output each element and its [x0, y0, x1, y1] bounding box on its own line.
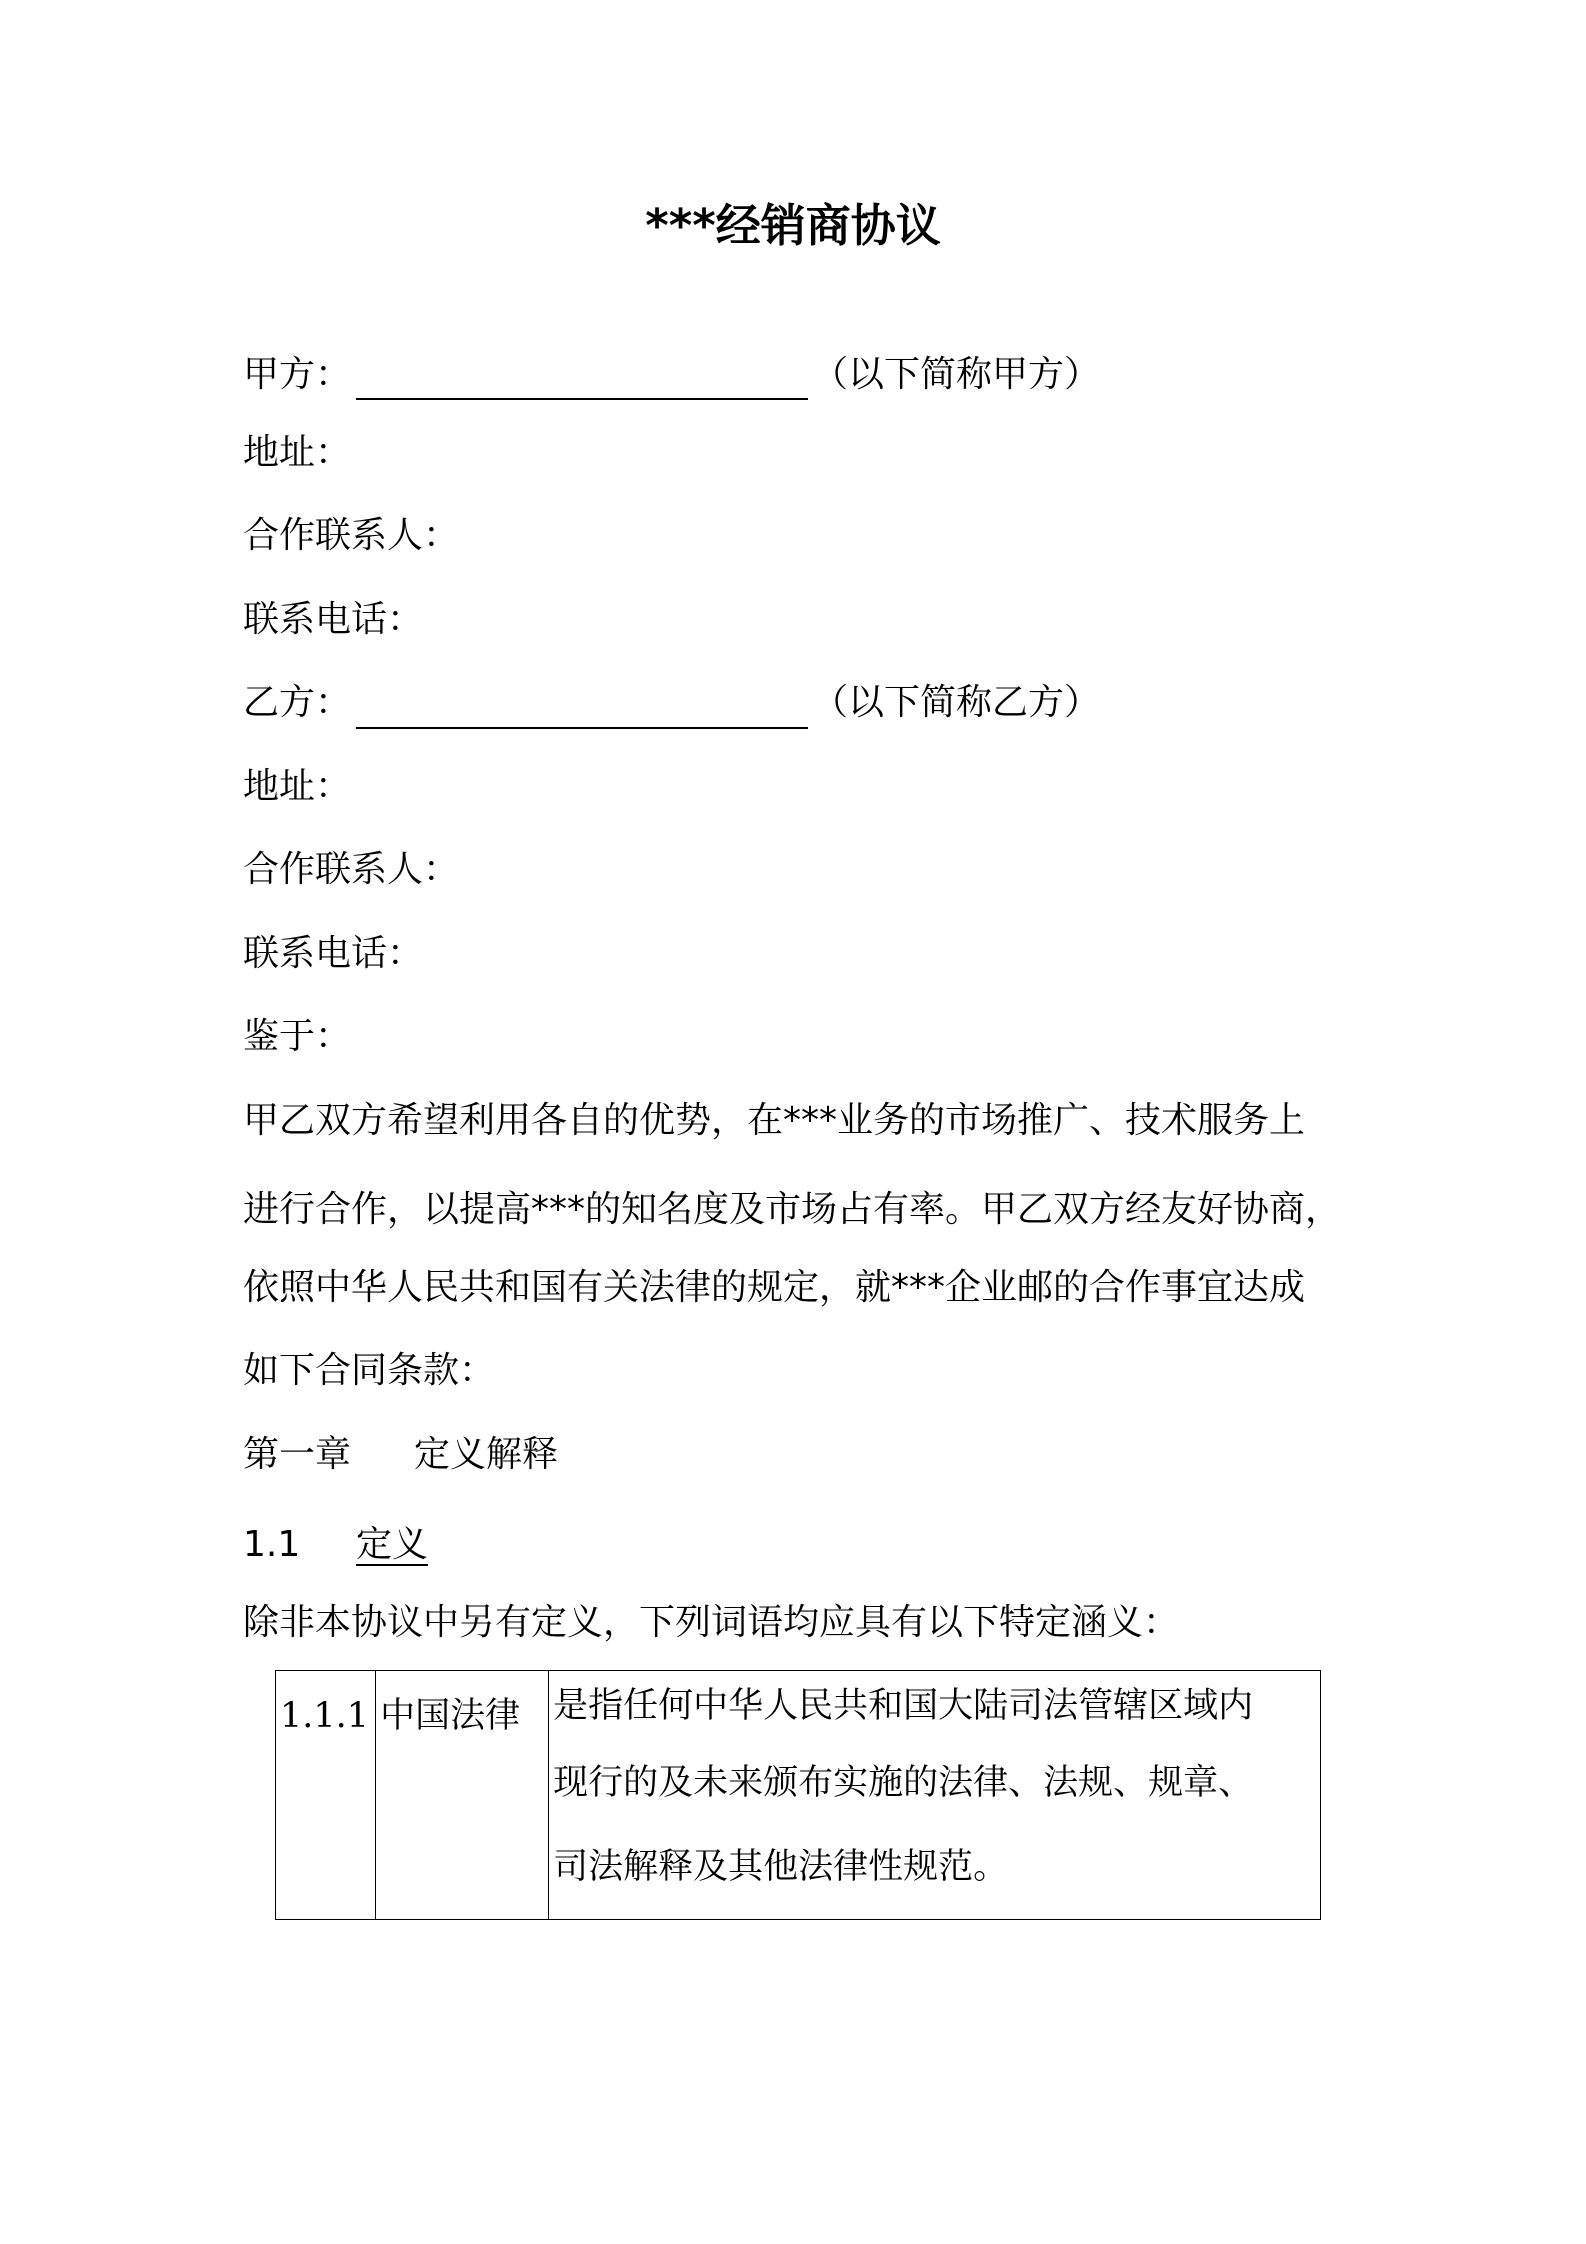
chapter-title: 定义解释: [414, 1434, 559, 1475]
party-b-name-blank[interactable]: [356, 727, 808, 729]
section-intro: 除非本协议中另有定义，下列词语均应具有以下特定涵义：: [243, 1602, 1180, 1643]
party-b-contact-label: 合作联系人：: [243, 849, 460, 890]
definition-text-cell: [549, 1671, 1321, 1920]
section-number: 1.1: [243, 1524, 301, 1565]
party-a-note: （以下简称甲方）: [812, 354, 1101, 395]
definition-term-cell: [376, 1671, 549, 1920]
definition-number: 1.1.1: [280, 1696, 370, 1736]
party-a-address-label: 地址：: [243, 432, 352, 473]
recital-line: 甲乙双方希望利用各自的优势，在***业务的市场推广、技术服务上: [243, 1100, 1306, 1141]
party-a-phone-label: 联系电话：: [243, 599, 424, 640]
recital-line: 依照中华人民共和国有关法律的规定，就***企业邮的合作事宜达成: [243, 1267, 1306, 1308]
definitions-table: [275, 1670, 1321, 1920]
definition-number-cell: [276, 1671, 376, 1920]
table-row: [276, 1671, 1321, 1920]
document-title: ***经销商协议: [645, 199, 941, 252]
section-title: 定义: [356, 1524, 429, 1565]
party-a-name-blank[interactable]: [356, 398, 808, 400]
definition-line: 现行的及未来颁布实施的法律、法规、规章、: [553, 1763, 1254, 1803]
chapter-number: 第一章: [243, 1434, 352, 1475]
recital-line: 进行合作，以提高***的知名度及市场占有率。甲乙双方经友好协商，: [243, 1189, 1342, 1230]
party-b-address-label: 地址：: [243, 766, 352, 807]
recital-line: 如下合同条款：: [243, 1350, 496, 1391]
definition-term: 中国法律: [380, 1696, 521, 1736]
party-a-label: 甲方：: [243, 354, 352, 395]
whereas-label: 鉴于：: [243, 1016, 352, 1057]
party-b-phone-label: 联系电话：: [243, 933, 424, 974]
definition-line: 是指任何中华人民共和国大陆司法管辖区域内: [553, 1686, 1254, 1726]
party-b-note: （以下简称乙方）: [812, 682, 1101, 723]
party-a-contact-label: 合作联系人：: [243, 515, 460, 556]
party-b-label: 乙方：: [243, 682, 352, 723]
definition-line: 司法解释及其他法律性规范。: [553, 1847, 1009, 1887]
